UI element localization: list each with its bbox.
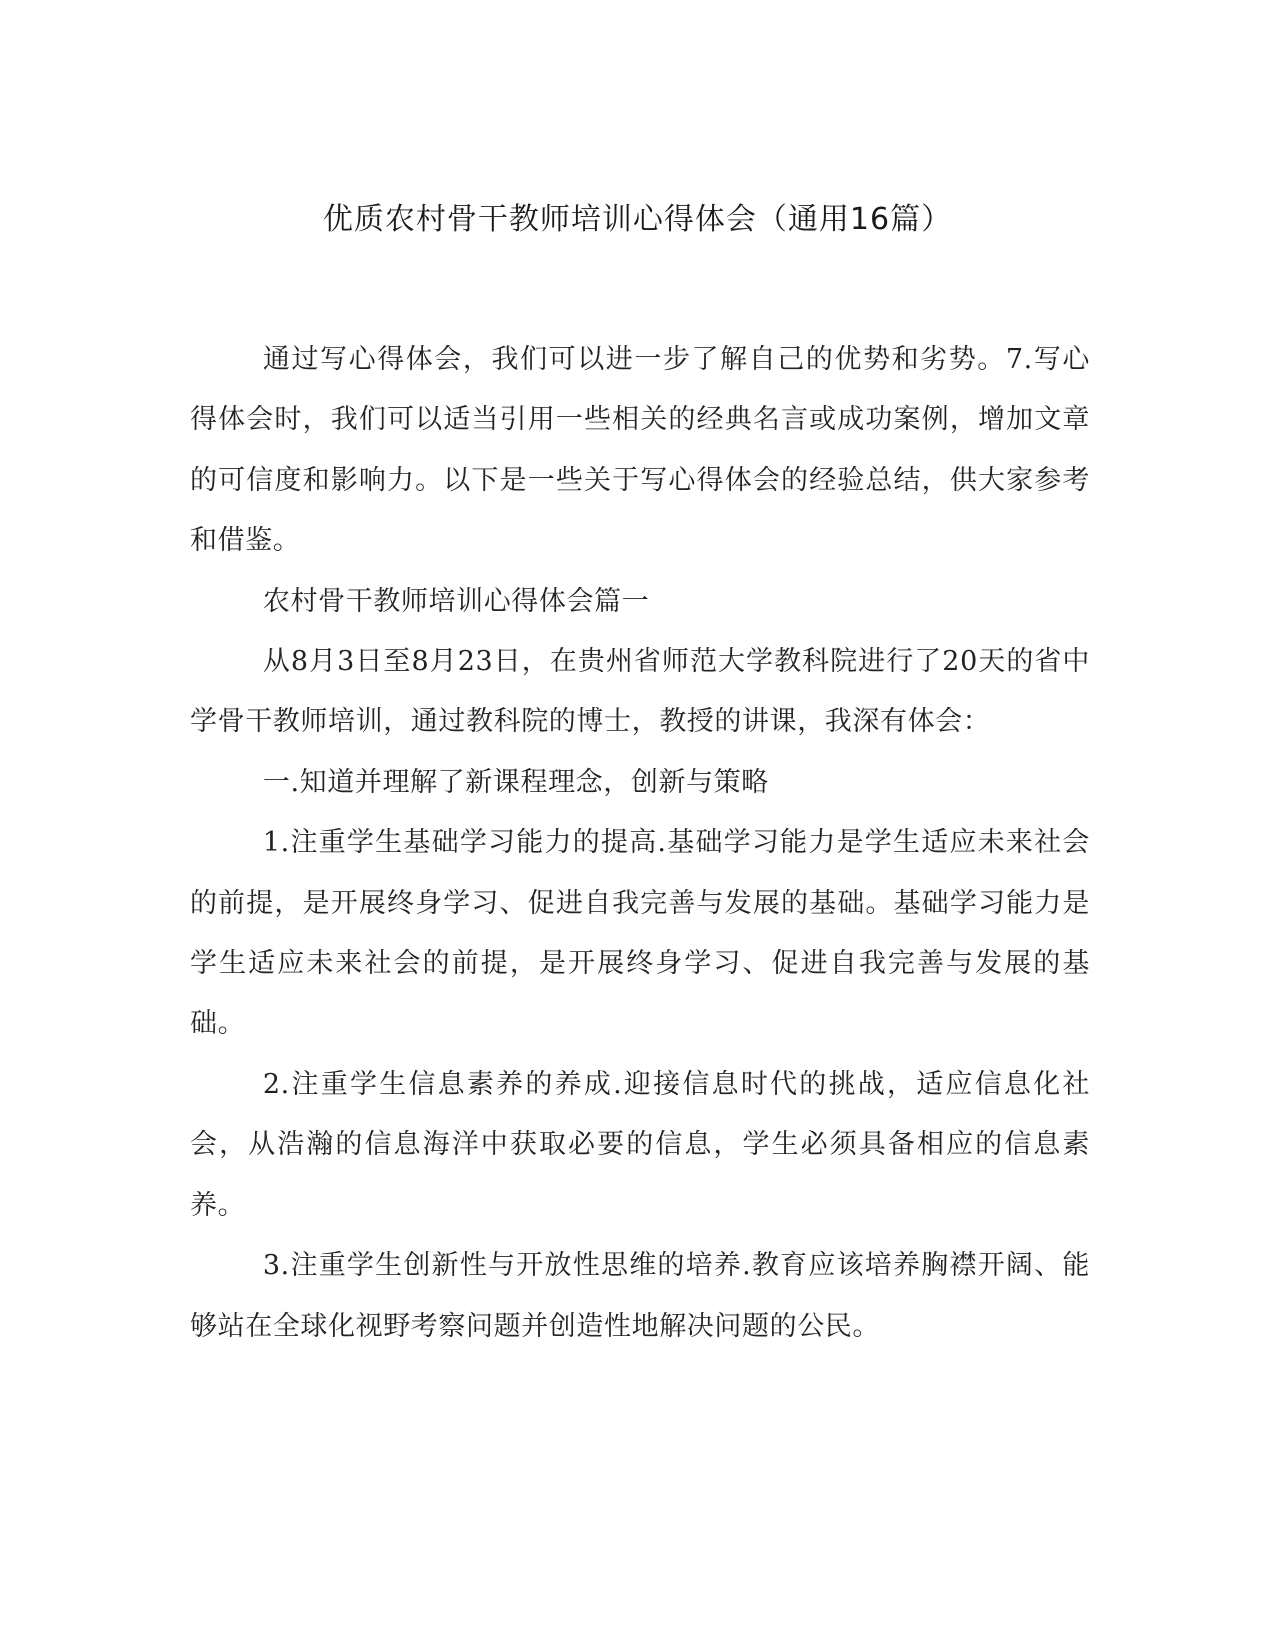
list-item-paragraph: 3.注重学生创新性与开放性思维的培养.教育应该培养胸襟开阔、能够站在全球化视野考察问题并创造性地解决问题的公民。 xyxy=(190,1250,1090,1342)
subsection-heading: 一.知道并理解了新课程理念，创新与策略 xyxy=(262,766,769,798)
intro-paragraph: 通过写心得体会，我们可以进一步了解自己的优势和劣势。7.写心得体会时，我们可以适当引用一些相关的经典名言或成功案例，增加文章的可信度和影响力。以下是一些关于写心得体会的经验总结，供大家参考和借鉴。 xyxy=(190,344,1090,557)
section-heading: 农村骨干教师培训心得体会篇一 xyxy=(262,585,650,617)
list-item-paragraph: 1.注重学生基础学习能力的提高.基础学习能力是学生适应未来社会的前提，是开展终身学习、促进自我完善与发展的基础。基础学习能力是学生适应未来社会的前提，是开展终身学习、促进自我完善与发展的基础。 xyxy=(190,827,1090,1040)
document-title: 优质农村骨干教师培训心得体会（通用16篇） xyxy=(322,202,953,237)
document-body xyxy=(190,330,1090,1357)
list-item-paragraph: 2.注重学生信息素养的养成.迎接信息时代的挑战，适应信息化社会，从浩瀚的信息海洋中获取必要的信息，学生必须具备相应的信息素养。 xyxy=(190,1068,1090,1221)
body-paragraph: 从8月3日至8月23日，在贵州省师范大学教科院进行了20天的省中学骨干教师培训，通过教科院的博士，教授的讲课，我深有体会： xyxy=(190,646,1090,738)
